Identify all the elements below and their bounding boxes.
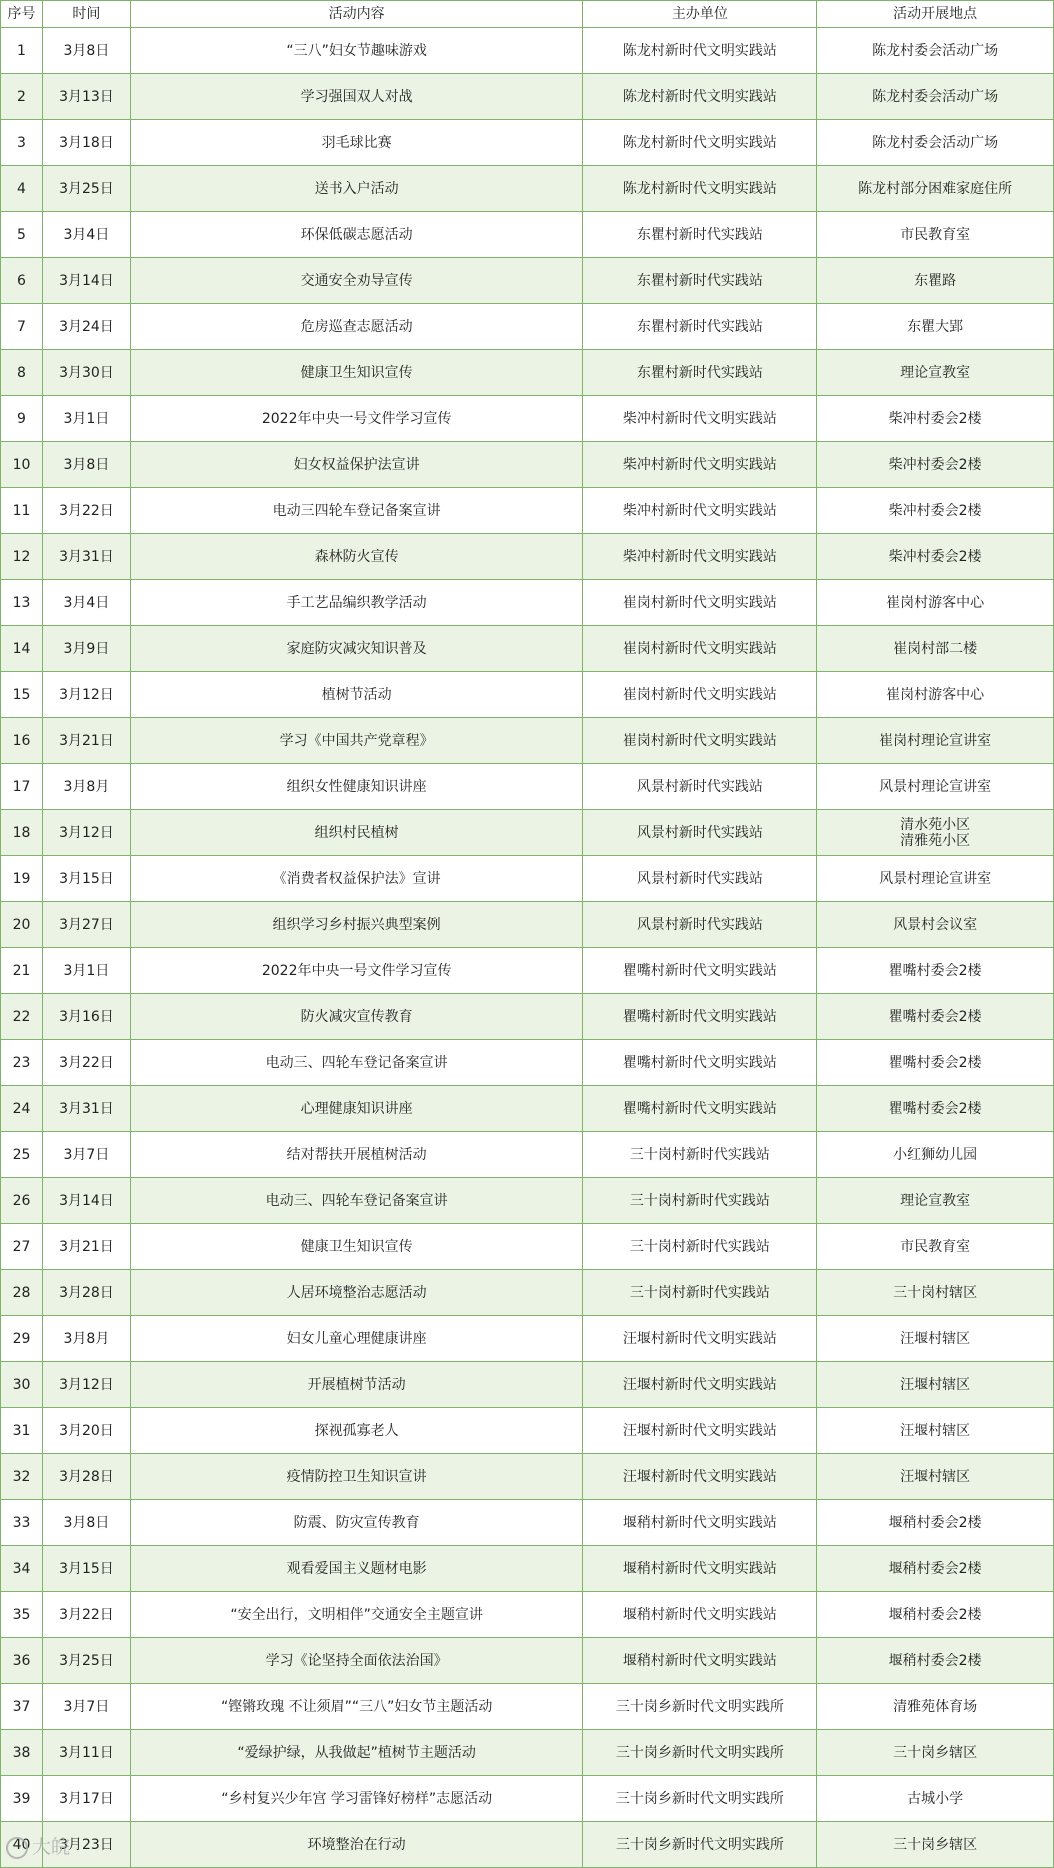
row-index: 7 bbox=[1, 304, 43, 350]
row-activity: 人居环境整治志愿活动 bbox=[130, 1270, 583, 1316]
row-date: 3月22日 bbox=[42, 1592, 130, 1638]
table-row bbox=[1, 120, 1054, 166]
row-index: 35 bbox=[1, 1592, 43, 1638]
row-date: 3月17日 bbox=[42, 1776, 130, 1822]
row-place bbox=[817, 994, 1054, 1040]
row-host: 三十岗乡新时代文明实践所 bbox=[583, 1776, 817, 1822]
row-host: 崔岗村新时代文明实践站 bbox=[583, 672, 817, 718]
row-index: 36 bbox=[1, 1638, 43, 1684]
row-index: 22 bbox=[1, 994, 43, 1040]
row-host: 风景村新时代实践站 bbox=[583, 810, 817, 856]
row-date: 3月25日 bbox=[42, 166, 130, 212]
row-host: 崔岗村新时代文明实践站 bbox=[583, 718, 817, 764]
table-row bbox=[1, 258, 1054, 304]
row-activity: 送书入户活动 bbox=[130, 166, 583, 212]
row-index: 10 bbox=[1, 442, 43, 488]
row-host: 堰稍村新时代文明实践站 bbox=[583, 1638, 817, 1684]
table-header bbox=[1, 1, 1054, 28]
row-place bbox=[817, 948, 1054, 994]
row-place-line: 崔岗村游客中心 bbox=[886, 686, 985, 703]
row-host: 崔岗村新时代文明实践站 bbox=[583, 626, 817, 672]
row-place-line: 市民教育室 bbox=[900, 226, 971, 243]
row-place bbox=[817, 902, 1054, 948]
row-activity: “三八”妇女节趣味游戏 bbox=[130, 28, 583, 74]
row-place-line: 清雅苑小区 bbox=[900, 832, 971, 849]
row-place bbox=[817, 1362, 1054, 1408]
row-index: 8 bbox=[1, 350, 43, 396]
row-index: 2 bbox=[1, 74, 43, 120]
row-place-line: 风景村会议室 bbox=[893, 916, 978, 933]
row-host: 瞿嘴村新时代文明实践站 bbox=[583, 994, 817, 1040]
row-date: 3月25日 bbox=[42, 1638, 130, 1684]
row-activity: “安全出行，文明相伴”交通安全主题宣讲 bbox=[130, 1592, 583, 1638]
row-host: 崔岗村新时代文明实践站 bbox=[583, 580, 817, 626]
row-place bbox=[817, 488, 1054, 534]
row-place-line: 堰稍村委会2楼 bbox=[888, 1606, 982, 1623]
row-host: 东瞿村新时代实践站 bbox=[583, 350, 817, 396]
row-place-line: 崔岗村游客中心 bbox=[886, 594, 985, 611]
row-place bbox=[817, 1684, 1054, 1730]
row-place-line: 瞿嘴村委会2楼 bbox=[888, 1008, 982, 1025]
row-activity: 2022年中央一号文件学习宣传 bbox=[130, 948, 583, 994]
table-row bbox=[1, 1546, 1054, 1592]
row-place-line: 古城小学 bbox=[907, 1790, 964, 1807]
table-row bbox=[1, 1776, 1054, 1822]
row-index: 28 bbox=[1, 1270, 43, 1316]
row-place-line: 理论宣教室 bbox=[900, 364, 971, 381]
row-date: 3月31日 bbox=[42, 534, 130, 580]
row-host: 三十岗村新时代实践站 bbox=[583, 1224, 817, 1270]
row-index: 21 bbox=[1, 948, 43, 994]
row-index: 29 bbox=[1, 1316, 43, 1362]
row-index: 11 bbox=[1, 488, 43, 534]
row-activity: 羽毛球比赛 bbox=[130, 120, 583, 166]
table-row bbox=[1, 1178, 1054, 1224]
row-host: 三十岗村新时代实践站 bbox=[583, 1178, 817, 1224]
row-host: 三十岗乡新时代文明实践所 bbox=[583, 1730, 817, 1776]
row-place-line: 三十岗乡辖区 bbox=[893, 1836, 978, 1853]
row-date: 3月31日 bbox=[42, 1086, 130, 1132]
table-row bbox=[1, 626, 1054, 672]
row-index: 39 bbox=[1, 1776, 43, 1822]
row-date: 3月8月 bbox=[42, 764, 130, 810]
row-place-line: 市民教育室 bbox=[900, 1238, 971, 1255]
row-place-line: 风景村理论宣讲室 bbox=[879, 870, 992, 887]
row-place bbox=[817, 350, 1054, 396]
row-place-line: 柴冲村委会2楼 bbox=[888, 548, 982, 565]
row-index: 14 bbox=[1, 626, 43, 672]
table-row bbox=[1, 350, 1054, 396]
row-date: 3月12日 bbox=[42, 810, 130, 856]
row-date: 3月8日 bbox=[42, 1500, 130, 1546]
row-host: 瞿嘴村新时代文明实践站 bbox=[583, 1040, 817, 1086]
row-date: 3月8日 bbox=[42, 442, 130, 488]
header-index: 序号 bbox=[1, 1, 43, 28]
table-row bbox=[1, 1638, 1054, 1684]
row-index: 33 bbox=[1, 1500, 43, 1546]
row-place bbox=[817, 1178, 1054, 1224]
row-place bbox=[817, 74, 1054, 120]
row-index: 37 bbox=[1, 1684, 43, 1730]
table-row bbox=[1, 1316, 1054, 1362]
row-index: 38 bbox=[1, 1730, 43, 1776]
row-index: 27 bbox=[1, 1224, 43, 1270]
row-host: 陈龙村新时代文明实践站 bbox=[583, 166, 817, 212]
row-date: 3月12日 bbox=[42, 1362, 130, 1408]
table-row bbox=[1, 1224, 1054, 1270]
row-place bbox=[817, 1776, 1054, 1822]
row-date: 3月21日 bbox=[42, 718, 130, 764]
row-place bbox=[817, 258, 1054, 304]
table-body bbox=[1, 28, 1054, 1868]
row-date: 3月20日 bbox=[42, 1408, 130, 1454]
row-place-line: 柴冲村委会2楼 bbox=[888, 456, 982, 473]
table-row bbox=[1, 764, 1054, 810]
row-place-line: 陈龙村委会活动广场 bbox=[872, 88, 999, 105]
row-index: 5 bbox=[1, 212, 43, 258]
row-date: 3月1日 bbox=[42, 948, 130, 994]
row-date: 3月23日 bbox=[42, 1822, 130, 1868]
row-host: 汪堰村新时代文明实践站 bbox=[583, 1316, 817, 1362]
row-place-line: 堰稍村委会2楼 bbox=[888, 1514, 982, 1531]
row-host: 三十岗村新时代实践站 bbox=[583, 1132, 817, 1178]
row-place-line: 瞿嘴村委会2楼 bbox=[888, 1054, 982, 1071]
row-date: 3月24日 bbox=[42, 304, 130, 350]
row-host: 三十岗乡新时代文明实践所 bbox=[583, 1684, 817, 1730]
row-place-line: 小红狮幼儿园 bbox=[893, 1146, 978, 1163]
row-host: 汪堰村新时代文明实践站 bbox=[583, 1454, 817, 1500]
row-date: 3月7日 bbox=[42, 1132, 130, 1178]
row-place-line: 汪堰村辖区 bbox=[900, 1468, 971, 1485]
row-date: 3月28日 bbox=[42, 1270, 130, 1316]
row-index: 23 bbox=[1, 1040, 43, 1086]
row-place bbox=[817, 120, 1054, 166]
row-activity: 观看爱国主义题材电影 bbox=[130, 1546, 583, 1592]
row-activity: “爱绿护绿，从我做起”植树节主题活动 bbox=[130, 1730, 583, 1776]
row-date: 3月21日 bbox=[42, 1224, 130, 1270]
row-place bbox=[817, 442, 1054, 488]
row-place-line: 三十岗村辖区 bbox=[893, 1284, 978, 1301]
row-date: 3月18日 bbox=[42, 120, 130, 166]
row-index: 15 bbox=[1, 672, 43, 718]
row-activity: 《消费者权益保护法》宣讲 bbox=[130, 856, 583, 902]
row-place bbox=[817, 1592, 1054, 1638]
row-host: 东瞿村新时代实践站 bbox=[583, 258, 817, 304]
row-date: 3月30日 bbox=[42, 350, 130, 396]
row-index: 6 bbox=[1, 258, 43, 304]
row-place bbox=[817, 28, 1054, 74]
row-activity: 组织女性健康知识讲座 bbox=[130, 764, 583, 810]
row-index: 3 bbox=[1, 120, 43, 166]
row-index: 34 bbox=[1, 1546, 43, 1592]
row-activity: 环保低碳志愿活动 bbox=[130, 212, 583, 258]
row-index: 19 bbox=[1, 856, 43, 902]
table-row bbox=[1, 1592, 1054, 1638]
row-date: 3月27日 bbox=[42, 902, 130, 948]
row-activity: 结对帮扶开展植树活动 bbox=[130, 1132, 583, 1178]
row-date: 3月7日 bbox=[42, 1684, 130, 1730]
row-host: 风景村新时代实践站 bbox=[583, 902, 817, 948]
table-row bbox=[1, 810, 1054, 856]
row-index: 30 bbox=[1, 1362, 43, 1408]
row-activity: 交通安全劝导宣传 bbox=[130, 258, 583, 304]
row-activity: 疫情防控卫生知识宣讲 bbox=[130, 1454, 583, 1500]
row-place-line: 崔岗村理论宣讲室 bbox=[879, 732, 992, 749]
table-row bbox=[1, 1086, 1054, 1132]
row-place-line: 瞿嘴村委会2楼 bbox=[888, 962, 982, 979]
row-index: 4 bbox=[1, 166, 43, 212]
row-place bbox=[817, 1638, 1054, 1684]
row-place bbox=[817, 856, 1054, 902]
row-place-line: 堰稍村委会2楼 bbox=[888, 1560, 982, 1577]
row-place bbox=[817, 718, 1054, 764]
row-activity: 危房巡查志愿活动 bbox=[130, 304, 583, 350]
row-place-line: 东瞿路 bbox=[914, 272, 957, 289]
row-place-line: 三十岗乡辖区 bbox=[893, 1744, 978, 1761]
table-row bbox=[1, 442, 1054, 488]
table-row bbox=[1, 718, 1054, 764]
row-date: 3月16日 bbox=[42, 994, 130, 1040]
row-activity: 组织学习乡村振兴典型案例 bbox=[130, 902, 583, 948]
row-host: 汪堰村新时代文明实践站 bbox=[583, 1408, 817, 1454]
table-row bbox=[1, 994, 1054, 1040]
table-row bbox=[1, 1408, 1054, 1454]
row-activity: 手工艺品编织教学活动 bbox=[130, 580, 583, 626]
row-place-line: 柴冲村委会2楼 bbox=[888, 502, 982, 519]
row-date: 3月22日 bbox=[42, 488, 130, 534]
row-date: 3月8日 bbox=[42, 28, 130, 74]
row-activity: 环境整治在行动 bbox=[130, 1822, 583, 1868]
row-place bbox=[817, 396, 1054, 442]
table-row bbox=[1, 1270, 1054, 1316]
row-index: 18 bbox=[1, 810, 43, 856]
row-place bbox=[817, 764, 1054, 810]
row-activity: 学习强国双人对战 bbox=[130, 74, 583, 120]
table-row bbox=[1, 856, 1054, 902]
row-place bbox=[817, 810, 1054, 856]
row-host: 陈龙村新时代文明实践站 bbox=[583, 74, 817, 120]
row-activity: 探视孤寡老人 bbox=[130, 1408, 583, 1454]
row-place-line: 汪堰村辖区 bbox=[900, 1330, 971, 1347]
table-row bbox=[1, 948, 1054, 994]
row-place bbox=[817, 1086, 1054, 1132]
row-activity: 开展植树节活动 bbox=[130, 1362, 583, 1408]
row-date: 3月4日 bbox=[42, 212, 130, 258]
row-date: 3月8月 bbox=[42, 1316, 130, 1362]
row-activity: “铿锵玫瑰 不让须眉”“三八”妇女节主题活动 bbox=[130, 1684, 583, 1730]
row-activity: 2022年中央一号文件学习宣传 bbox=[130, 396, 583, 442]
row-host: 东瞿村新时代实践站 bbox=[583, 212, 817, 258]
row-index: 26 bbox=[1, 1178, 43, 1224]
row-date: 3月9日 bbox=[42, 626, 130, 672]
row-place bbox=[817, 1730, 1054, 1776]
row-index: 1 bbox=[1, 28, 43, 74]
row-place-line: 清水苑小区 bbox=[900, 816, 971, 833]
row-activity: 电动三四轮车登记备案宣讲 bbox=[130, 488, 583, 534]
row-place bbox=[817, 672, 1054, 718]
row-activity: 学习《论坚持全面依法治国》 bbox=[130, 1638, 583, 1684]
table-row bbox=[1, 1040, 1054, 1086]
row-place-line: 柴冲村委会2楼 bbox=[888, 410, 982, 427]
row-activity: 妇女权益保护法宣讲 bbox=[130, 442, 583, 488]
row-index: 40 bbox=[1, 1822, 43, 1868]
table-row bbox=[1, 28, 1054, 74]
row-place-line: 崔岗村部二楼 bbox=[893, 640, 978, 657]
row-place bbox=[817, 580, 1054, 626]
row-host: 三十岗乡新时代文明实践所 bbox=[583, 1822, 817, 1868]
row-host: 堰稍村新时代文明实践站 bbox=[583, 1500, 817, 1546]
row-host: 东瞿村新时代实践站 bbox=[583, 304, 817, 350]
row-place bbox=[817, 1822, 1054, 1868]
table-row bbox=[1, 1822, 1054, 1868]
row-activity: 学习《中国共产党章程》 bbox=[130, 718, 583, 764]
row-place-line: 清雅苑体育场 bbox=[893, 1698, 978, 1715]
row-index: 25 bbox=[1, 1132, 43, 1178]
header-activity: 活动内容 bbox=[130, 1, 583, 28]
row-host: 瞿嘴村新时代文明实践站 bbox=[583, 948, 817, 994]
table-row bbox=[1, 74, 1054, 120]
watermark-text: 大皖 bbox=[32, 1836, 71, 1858]
row-date: 3月14日 bbox=[42, 258, 130, 304]
row-place bbox=[817, 1270, 1054, 1316]
header-host: 主办单位 bbox=[583, 1, 817, 28]
row-activity: 防震、防灾宣传教育 bbox=[130, 1500, 583, 1546]
row-index: 31 bbox=[1, 1408, 43, 1454]
row-activity: 家庭防灾减灾知识普及 bbox=[130, 626, 583, 672]
row-place-line: 东瞿大郢 bbox=[907, 318, 964, 335]
row-host: 柴冲村新时代文明实践站 bbox=[583, 442, 817, 488]
row-place-line: 陈龙村委会活动广场 bbox=[872, 134, 999, 151]
row-activity: 健康卫生知识宣传 bbox=[130, 350, 583, 396]
row-place-line: 陈龙村部分困难家庭住所 bbox=[858, 180, 1013, 197]
row-place bbox=[817, 1316, 1054, 1362]
row-activity: 电动三、四轮车登记备案宣讲 bbox=[130, 1178, 583, 1224]
row-host: 三十岗村新时代实践站 bbox=[583, 1270, 817, 1316]
row-host: 柴冲村新时代文明实践站 bbox=[583, 488, 817, 534]
row-place bbox=[817, 1132, 1054, 1178]
row-index: 32 bbox=[1, 1454, 43, 1500]
row-date: 3月13日 bbox=[42, 74, 130, 120]
row-host: 堰稍村新时代文明实践站 bbox=[583, 1592, 817, 1638]
row-index: 12 bbox=[1, 534, 43, 580]
row-activity: 心理健康知识讲座 bbox=[130, 1086, 583, 1132]
row-date: 3月12日 bbox=[42, 672, 130, 718]
row-place-line: 瞿嘴村委会2楼 bbox=[888, 1100, 982, 1117]
table-row bbox=[1, 396, 1054, 442]
row-place-line: 堰稍村委会2楼 bbox=[888, 1652, 982, 1669]
row-host: 风景村新时代实践站 bbox=[583, 856, 817, 902]
row-host: 陈龙村新时代文明实践站 bbox=[583, 120, 817, 166]
row-index: 17 bbox=[1, 764, 43, 810]
row-activity: “乡村复兴少年宫 学习雷锋好榜样”志愿活动 bbox=[130, 1776, 583, 1822]
row-host: 柴冲村新时代文明实践站 bbox=[583, 396, 817, 442]
row-date: 3月28日 bbox=[42, 1454, 130, 1500]
row-place bbox=[817, 212, 1054, 258]
row-place bbox=[817, 626, 1054, 672]
row-activity: 电动三、四轮车登记备案宣讲 bbox=[130, 1040, 583, 1086]
row-index: 9 bbox=[1, 396, 43, 442]
row-host: 柴冲村新时代文明实践站 bbox=[583, 534, 817, 580]
row-place bbox=[817, 166, 1054, 212]
row-index: 13 bbox=[1, 580, 43, 626]
row-place-line: 风景村理论宣讲室 bbox=[879, 778, 992, 795]
row-place bbox=[817, 1040, 1054, 1086]
table-row bbox=[1, 580, 1054, 626]
table-row bbox=[1, 1132, 1054, 1178]
row-date: 3月15日 bbox=[42, 856, 130, 902]
row-place bbox=[817, 1454, 1054, 1500]
row-date: 3月11日 bbox=[42, 1730, 130, 1776]
row-place-line: 汪堰村辖区 bbox=[900, 1376, 971, 1393]
row-host: 瞿嘴村新时代文明实践站 bbox=[583, 1086, 817, 1132]
table-row bbox=[1, 1454, 1054, 1500]
row-date: 3月4日 bbox=[42, 580, 130, 626]
row-activity: 植树节活动 bbox=[130, 672, 583, 718]
table-row bbox=[1, 212, 1054, 258]
row-activity: 妇女儿童心理健康讲座 bbox=[130, 1316, 583, 1362]
row-activity: 组织村民植树 bbox=[130, 810, 583, 856]
row-date: 3月1日 bbox=[42, 396, 130, 442]
table-row bbox=[1, 1362, 1054, 1408]
table-row bbox=[1, 166, 1054, 212]
row-activity: 森林防火宣传 bbox=[130, 534, 583, 580]
table-row bbox=[1, 672, 1054, 718]
row-place bbox=[817, 534, 1054, 580]
row-index: 20 bbox=[1, 902, 43, 948]
row-date: 3月22日 bbox=[42, 1040, 130, 1086]
table-row bbox=[1, 902, 1054, 948]
table-row bbox=[1, 304, 1054, 350]
row-host: 风景村新时代实践站 bbox=[583, 764, 817, 810]
row-place bbox=[817, 1224, 1054, 1270]
header-row bbox=[1, 1, 1054, 28]
header-date: 时间 bbox=[42, 1, 130, 28]
row-host: 汪堰村新时代文明实践站 bbox=[583, 1362, 817, 1408]
row-place bbox=[817, 304, 1054, 350]
row-date: 3月14日 bbox=[42, 1178, 130, 1224]
row-activity: 健康卫生知识宣传 bbox=[130, 1224, 583, 1270]
row-activity: 防火减灾宣传教育 bbox=[130, 994, 583, 1040]
row-place-line: 陈龙村委会活动广场 bbox=[872, 42, 999, 59]
row-date: 3月15日 bbox=[42, 1546, 130, 1592]
table-row bbox=[1, 1684, 1054, 1730]
row-place bbox=[817, 1546, 1054, 1592]
table-row bbox=[1, 1500, 1054, 1546]
row-host: 堰稍村新时代文明实践站 bbox=[583, 1546, 817, 1592]
row-host: 陈龙村新时代文明实践站 bbox=[583, 28, 817, 74]
row-place-line: 汪堰村辖区 bbox=[900, 1422, 971, 1439]
table-row bbox=[1, 1730, 1054, 1776]
row-place bbox=[817, 1408, 1054, 1454]
header-place: 活动开展地点 bbox=[817, 1, 1054, 28]
row-place-line: 理论宣教室 bbox=[900, 1192, 971, 1209]
table-row bbox=[1, 488, 1054, 534]
table-row bbox=[1, 534, 1054, 580]
row-place bbox=[817, 1500, 1054, 1546]
row-index: 24 bbox=[1, 1086, 43, 1132]
row-index: 16 bbox=[1, 718, 43, 764]
